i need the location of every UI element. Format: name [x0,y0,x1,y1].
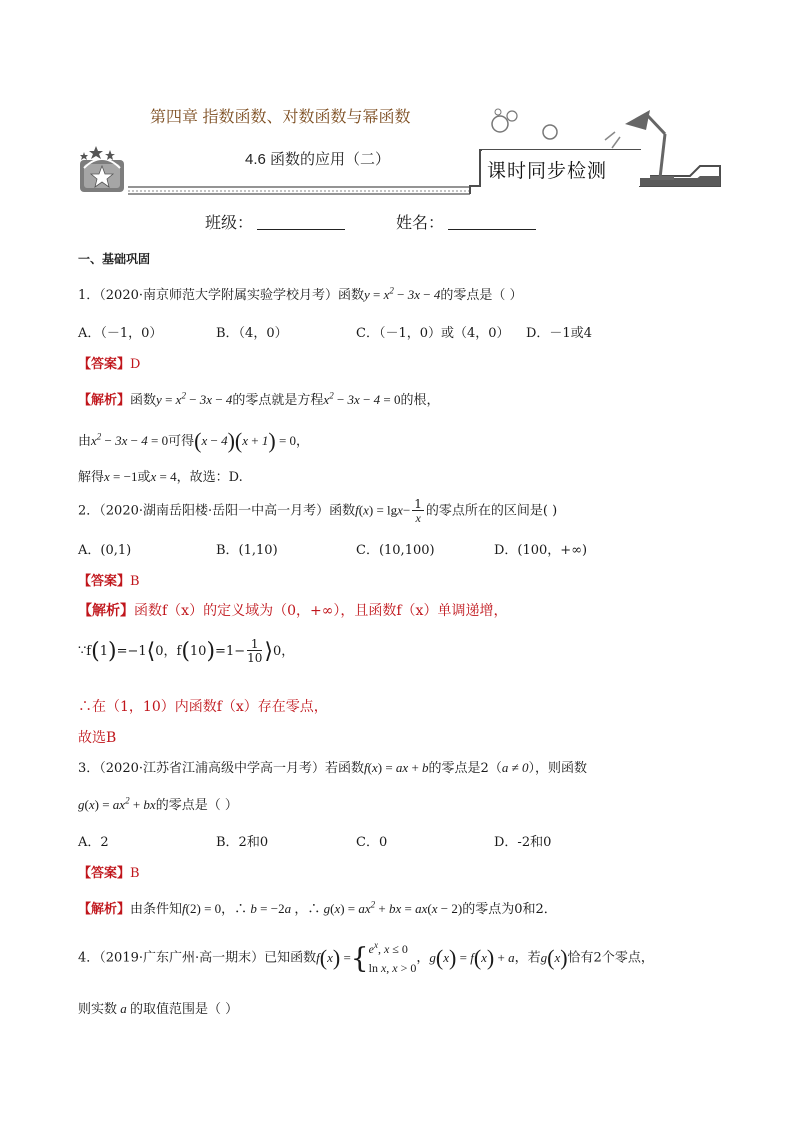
q1-analysis-1: 【解析】函数$y = x^2 - 3x - 4$的零点就是方程$x^2 - 3x - 4 = 0$的根， [78,390,440,408]
q3-option-b: B．2和0 [216,835,269,850]
class-field [205,210,345,233]
q1-option-d: D．－1或4 [526,326,592,341]
q1-formula: $y = x^2 - 3x - 4$ [364,285,441,302]
sync-test-badge: 课时同步检测 [487,160,608,182]
q2-option-a: A．(0,1) [78,543,132,558]
q2-option-c: C．(10,100) [356,543,435,558]
q2-analysis-3: ∴在（1，10）内函数f（x）存在零点， [78,699,328,715]
q2-formula: f(x) = lgx− [355,502,411,518]
question-4: 4．（2019·广东广州·高一期末）已知函数f(x) ={ $e^x$, x ≤ 0 ln x, x > 0 ，g(x) = f(x) + a，若g(x)恰有2个零点， [78,938,654,978]
lesson-title: 4.6 函数的应用（二） [245,151,391,168]
name-field [396,210,536,233]
q1-option-b: B．（4，0） [216,326,288,341]
chapter-title: 第四章 指数函数、对数函数与幂函数 [150,109,411,126]
q1-answer: 【答案】D [78,356,141,372]
q3-formula-g: $g(x) = ax^2$ + bx [78,795,156,812]
q1-analysis-3: 解得x = −1或x = 4，故选：D. [78,469,243,485]
q3-answer: 【答案】B [78,865,140,881]
q2-option-b: B．(1,10) [216,543,278,558]
question-3: 3．（2020·江苏省江浦高级中学高一月考）若函数f(x) = ax + b的零点是2（a ≠ 0），则函数 [78,760,587,776]
class-label: 班级： [205,213,254,232]
class-blank[interactable] [257,213,345,230]
question-2: 2．（2020·湖南岳阳楼·岳阳一中高一月考）函数f(x) = lgx− $\frac{1}{x}$ 的零点所在的区间是( ) [78,497,558,525]
q1-options [78,322,592,341]
q3-line-2: $g(x) = ax^2$ + bx的零点是（ ） [78,795,238,813]
q2-option-d: D．(100，+∞) [494,543,588,558]
name-blank[interactable] [448,213,536,230]
q1-option-a: A．（－1，0） [78,326,163,341]
q4-line-2: 则实数 a 的取值范围是（ ） [78,1001,239,1017]
q3-analysis-1: 【解析】由条件知f(2) = 0，∴ b = −2a ，∴ $g(x) = ax^2$ + bx = ax(x − 2)的零点为0和2． [78,899,557,917]
q4-piecewise: $e^x$, x ≤ 0 ln x, x > 0 [368,940,417,976]
q3-option-a: A．2 [78,835,109,850]
q3-option-d: D．-2和0 [494,835,552,850]
q2-answer: 【答案】B [78,573,140,589]
q1-analysis-2: 由$x^2 - 3x - 4 = 0$可得(x − 4)(x + 1) = 0， [78,428,310,453]
q2-options [78,539,587,558]
star-emblem-icon [80,146,124,192]
question-1: 1．（2020·南京师范大学附属实验学校月考）函数$y = x^2 - 3x - 4$的零点是（ ） [78,285,523,303]
name-label: 姓名： [396,213,445,232]
q3-formula-f: f(x) = ax + b [364,760,429,775]
q2-analysis-1: 【解析】函数f（x）的定义域为（0，+∞），且函数f（x）单调递增， [78,602,508,619]
q2-analysis-4: 故选B [78,730,117,746]
q3-options [78,831,551,850]
section-heading: 一、基础巩固 [78,252,151,266]
q1-option-c: C．（－1，0）或（4，0） [356,326,510,341]
q3-option-c: C．0 [356,835,388,850]
q2-analysis-2: ∵f(1)=−1⟨0，f(10)=1− $\frac{1}{10}$ ⟩0， [78,637,295,665]
